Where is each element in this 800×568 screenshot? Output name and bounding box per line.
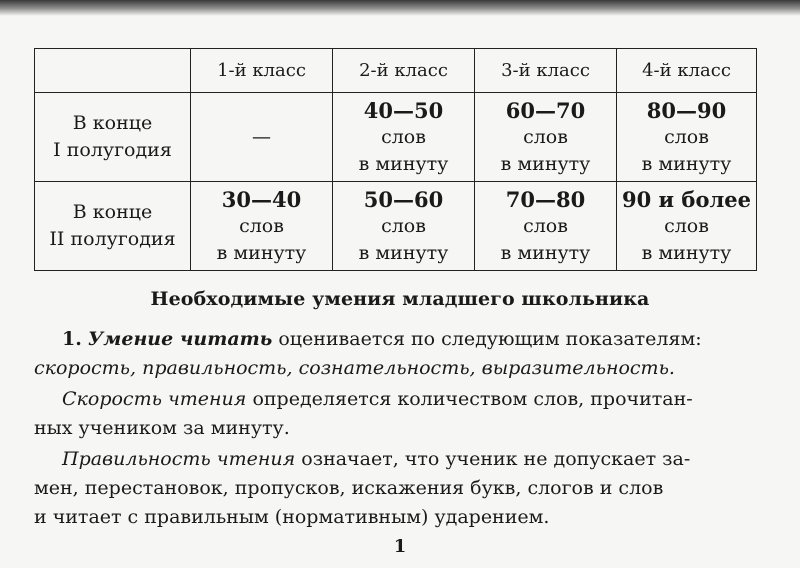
term-reading-speed: Скорость чтения [62,388,247,410]
paragraph-reading-accuracy [34,445,762,532]
table-cell [333,182,475,271]
item-number: 1. [62,328,82,350]
table-header-row [35,49,757,93]
reading-speed-table [34,48,757,271]
row-label-first-half [35,93,191,182]
cell-unit: в минуту [358,152,449,175]
cell-unit: слов [381,125,426,148]
table-row [35,182,757,271]
cell-value: 50—60 [363,186,444,212]
body-text [34,325,762,534]
cell-unit: в минуту [216,241,307,264]
cell-value: 70—80 [505,186,586,212]
text-line [34,445,762,474]
term-reading-skill: Умение читать [87,328,273,350]
cell-unit: в минуту [641,152,732,175]
text-line: мен, перестановок, пропусков, искажения букв, слогов и слов [34,477,664,499]
cell-value: 60—70 [505,97,586,123]
page-number: 1 [393,536,407,557]
term-reading-accuracy: Правильность чтения [62,448,296,470]
text-fragment: означает, что ученик не допускает за- [301,448,691,470]
section-heading: Необходимые умения младшего школьника [150,288,650,310]
text-fragment: оценивается по следующим показателям: [278,328,702,350]
cell-unit: слов [239,214,284,237]
cell-value: — [252,125,271,148]
table-cell [617,182,757,271]
header-grade-2: 2-й класс [333,49,475,93]
table-corner-cell [35,49,191,93]
paragraph-reading-speed [34,385,762,443]
header-grade-3: 3-й класс [475,49,617,93]
cell-value: 40—50 [363,97,444,123]
table-cell [191,93,333,182]
cell-unit: в минуту [358,241,449,264]
header-grade-1: 1-й класс [191,49,333,93]
table-cell [333,93,475,182]
row-label-line: I полугодия [53,139,172,161]
table-row [35,93,757,182]
cell-unit: слов [381,214,426,237]
paragraph-reading-skill [34,325,762,383]
text-line [34,325,762,354]
row-label-line: II полугодия [49,228,176,250]
text-line [34,385,762,414]
table-cell [475,182,617,271]
cell-unit: слов [523,125,568,148]
cell-unit: в минуту [500,152,591,175]
row-label-line: В конце [72,201,153,223]
cell-unit: слов [523,214,568,237]
cell-unit: слов [664,125,709,148]
text-fragment: определяется количеством слов, прочитан- [252,388,693,410]
text-line: ных учеником за минуту. [34,417,290,439]
header-grade-4: 4-й класс [617,49,757,93]
text-line: и читает с правильным (нормативным) ударением. [34,506,550,528]
cell-unit: в минуту [500,241,591,264]
row-label-second-half [35,182,191,271]
cell-unit: в минуту [641,241,732,264]
table-cell [617,93,757,182]
cell-unit: слов [664,214,709,237]
cell-value: 90 и более [622,186,751,212]
criteria-list: скорость, правильность, сознательность, выразительность. [34,357,675,379]
cell-value: 30—40 [221,186,302,212]
table-cell [475,93,617,182]
cell-value: 80—90 [646,97,727,123]
text-line [34,354,762,383]
table-cell [191,182,333,271]
row-label-line: В конце [72,112,153,134]
page-top-edge [0,0,800,16]
